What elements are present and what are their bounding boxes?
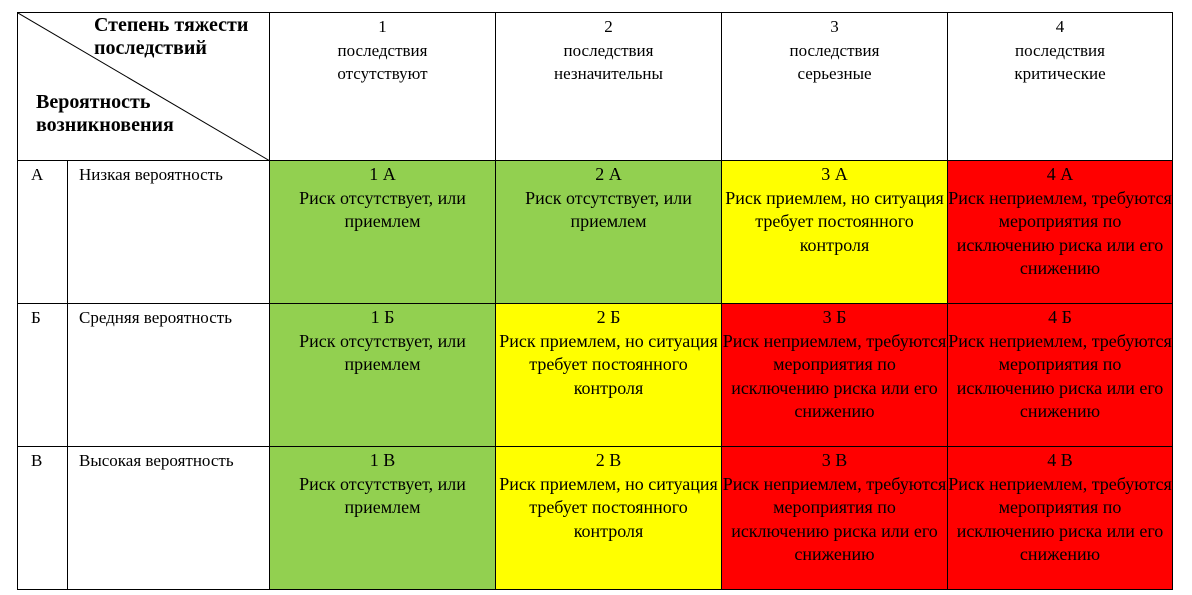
cell-code: 1 А: [369, 164, 396, 184]
severity-axis-label: Степень тяжести последствий: [94, 14, 249, 59]
risk-cell-3a: [722, 161, 948, 304]
cell-description: Риск приемлем, но ситуация требует постоянного контроля: [725, 187, 944, 255]
cell-description: Риск приемлем, но ситуация требует постоянного контроля: [499, 473, 718, 541]
cell-description: Риск неприемлем, требуются мероприятия по исключению риска или его снижению: [722, 473, 947, 565]
cell-code: 2 В: [595, 450, 622, 470]
cell-code: 1 Б: [370, 307, 395, 327]
cell-code: 4 А: [1046, 164, 1074, 184]
column-header-1: [270, 13, 496, 161]
cell-code: 4 Б: [1048, 307, 1072, 327]
probability-axis-label: Вероятность возникновения: [36, 91, 174, 136]
cell-code: 1 В: [369, 450, 396, 470]
risk-cell-1v: [270, 447, 496, 590]
column-label-line2: критические: [1014, 64, 1106, 83]
row-letter: Б: [18, 304, 68, 447]
column-label-line1: последствия: [1015, 40, 1105, 60]
corner-header-cell: [18, 13, 270, 161]
risk-cell-2b: [496, 304, 722, 447]
cell-description: Риск отсутствует, или приемлем: [525, 187, 692, 232]
column-header-2: [496, 13, 722, 161]
column-label-line1: последствия: [337, 40, 428, 60]
column-number: 2: [604, 17, 613, 36]
cell-code: 2 Б: [596, 307, 621, 327]
column-header-4: [948, 13, 1173, 161]
column-number: 4: [1055, 17, 1065, 36]
column-header-3: [722, 13, 948, 161]
header-row: [18, 13, 1173, 161]
row-low-probability: [18, 161, 1173, 304]
column-number: 1: [378, 17, 387, 36]
risk-cell-2a: [496, 161, 722, 304]
cell-description: Риск отсутствует, или приемлем: [299, 473, 466, 518]
cell-description: Риск приемлем, но ситуация требует постоянного контроля: [499, 330, 718, 398]
cell-description: Риск отсутствует, или приемлем: [299, 187, 466, 232]
risk-cell-1b: [270, 304, 496, 447]
column-label-line1: последствия: [563, 40, 654, 60]
cell-code: 4 В: [1047, 450, 1073, 470]
cell-description: Риск неприемлем, требуются мероприятия по исключению риска или его снижению: [948, 330, 1172, 422]
risk-cell-1a: [270, 161, 496, 304]
row-name: Высокая вероятность: [68, 447, 270, 590]
cell-code: 3 В: [821, 450, 848, 470]
cell-description: Риск неприемлем, требуются мероприятия по исключению риска или его снижению: [722, 330, 947, 422]
risk-cell-4b: [948, 304, 1173, 447]
risk-cell-3b: [722, 304, 948, 447]
column-label-line2: отсутствуют: [337, 64, 428, 83]
risk-cell-4a: [948, 161, 1173, 304]
cell-code: 3 Б: [822, 307, 847, 327]
column-label-line1: последствия: [789, 40, 880, 60]
row-name: Средняя вероятность: [68, 304, 270, 447]
column-label-line2: серьезные: [797, 64, 872, 83]
cell-description: Риск неприемлем, требуются мероприятия по исключению риска или его снижению: [948, 473, 1172, 565]
column-number: 3: [830, 17, 839, 36]
column-label-line2: незначительны: [554, 64, 663, 83]
row-letter: В: [18, 447, 68, 590]
cell-code: 3 А: [821, 164, 848, 184]
risk-cell-3v: [722, 447, 948, 590]
row-name: Низкая вероятность: [68, 161, 270, 304]
risk-cell-4v: [948, 447, 1173, 590]
cell-description: Риск неприемлем, требуются мероприятия по исключению риска или его снижению: [948, 187, 1172, 279]
row-high-probability: [18, 447, 1173, 590]
cell-description: Риск отсутствует, или приемлем: [299, 330, 466, 375]
row-letter: А: [18, 161, 68, 304]
row-medium-probability: [18, 304, 1173, 447]
risk-matrix-table: [17, 12, 1173, 590]
risk-cell-2v: [496, 447, 722, 590]
cell-code: 2 А: [595, 164, 622, 184]
